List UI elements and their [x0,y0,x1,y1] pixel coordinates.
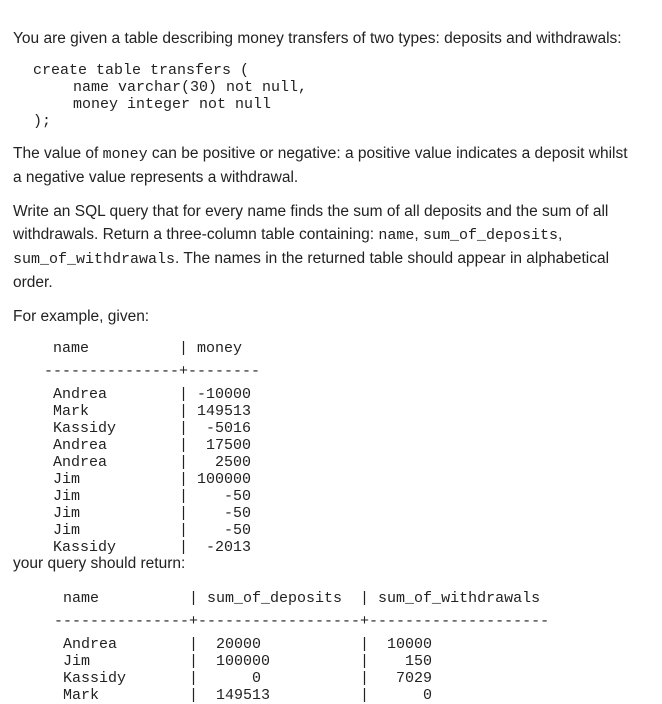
table-row: Kassidy | -2013 [44,539,252,556]
task-line-4: order. [13,274,53,291]
col-deposits-code: sum_of_deposits [422,227,558,244]
col-name-code: name [378,227,415,244]
input-table-divider: ---------------+-------- [44,363,261,380]
table-row: Jim | -50 [44,488,252,505]
col-withdrawals-code: sum_of_withdrawals [13,251,176,268]
table-row: Jim | -50 [44,522,252,539]
schema-code-block [33,62,307,130]
table-row: Andrea | 2500 [44,454,252,471]
task-line-1: Write an SQL query that for every name finds the sum of all deposits and the sum of all [13,203,609,220]
input-table-body [44,386,260,556]
table-row: Andrea | 20000 | 10000 [54,636,433,653]
output-table-header: name | sum_of_deposits | sum_of_withdrawals [54,590,541,607]
task-line-3: sum_of_withdrawals. The names in the returned table should appear in alphabetical [13,250,610,268]
money-desc-line-2: a negative value represents a withdrawal. [13,169,299,186]
table-row: Kassidy | -5016 [44,420,252,437]
schema-line-4: ); [33,113,52,130]
output-table-body [54,636,549,704]
input-table-header: name | money [44,340,243,357]
schema-line-3: money integer not null [73,96,272,113]
table-row: Mark | 149513 | 0 [54,687,433,704]
table-row: Andrea | -10000 [44,386,252,403]
result-label: your query should return: [13,555,186,572]
table-row: Jim | 100000 | 150 [54,653,433,670]
schema-line-2: name varchar(30) not null, [73,79,308,96]
money-desc-line-1: The value of money can be positive or negative: a positive value indicates a deposit whilst [13,145,628,163]
table-row: Jim | 100000 [44,471,252,488]
table-row: Mark | 149513 [44,403,252,420]
task-description [13,200,609,294]
table-row: Andrea | 17500 [44,437,252,454]
schema-line-1: create table transfers ( [33,62,250,79]
money-description [13,142,628,189]
table-row: Jim | -50 [44,505,252,522]
money-code: money [102,146,148,163]
input-table [44,340,260,556]
output-table-divider: ---------------+------------------+-------------------- [54,613,550,630]
output-table [54,590,549,704]
example-label: For example, given: [13,308,150,325]
task-line-2: withdrawals. Return a three-column table containing: name, sum_of_deposits, [13,226,563,244]
table-row: Kassidy | 0 | 7029 [54,670,433,687]
intro-text: You are given a table describing money transfers of two types: deposits and withdrawals: [13,30,622,47]
